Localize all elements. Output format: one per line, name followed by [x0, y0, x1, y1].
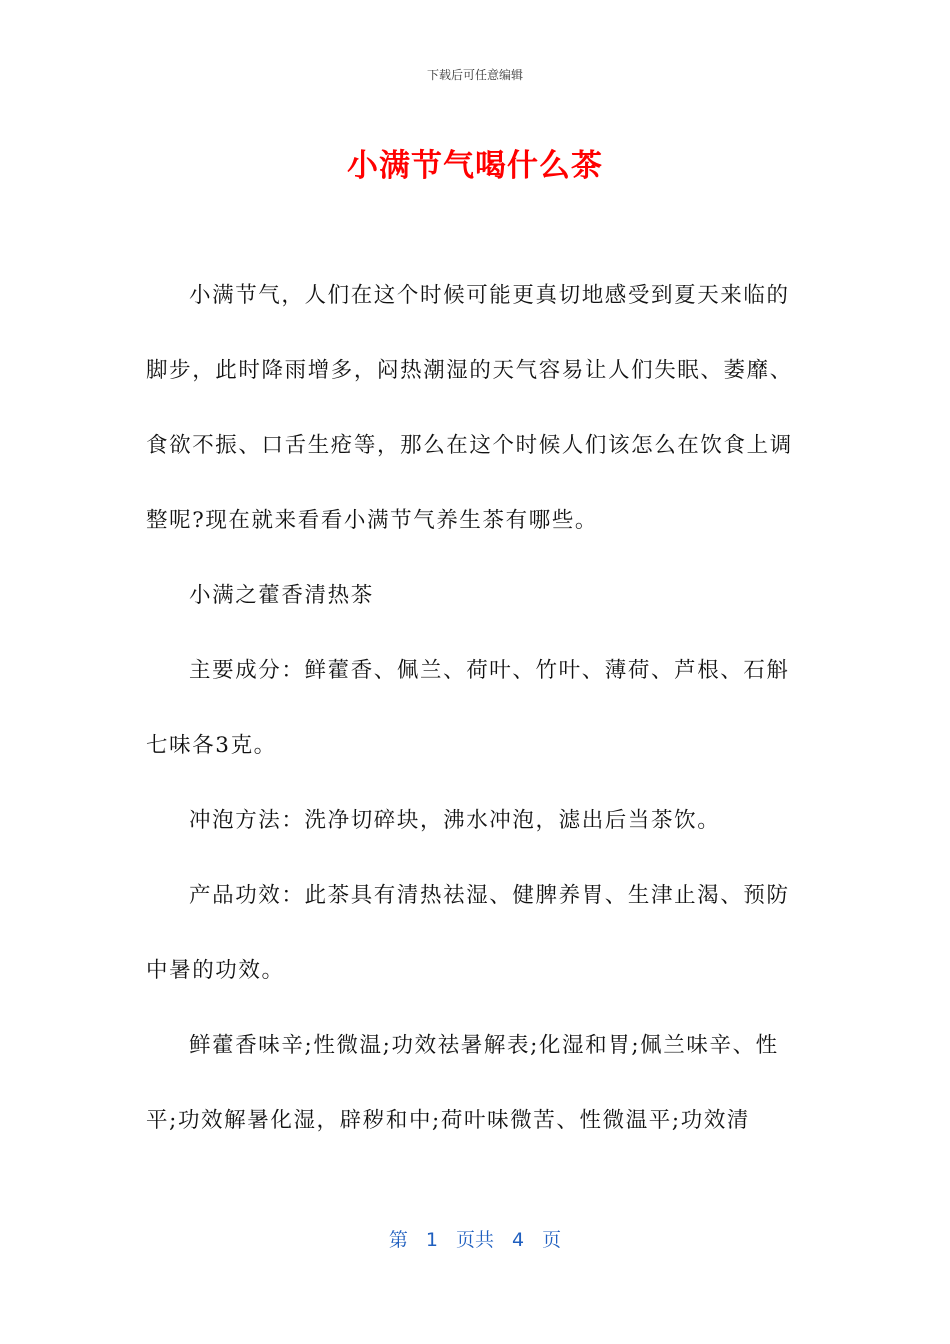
header-note: 下载后可任意编辑: [426, 68, 523, 82]
page-mid: 页共: [455, 1229, 494, 1251]
page-prefix: 第: [388, 1229, 408, 1251]
document-title: 小满节气喝什么茶: [347, 148, 603, 184]
total-pages-number: 4: [512, 1229, 525, 1251]
paragraph-tea-name: 小满之藿香清热茶: [189, 583, 374, 608]
page-footer: [0, 1225, 950, 1252]
current-page-number: 1: [425, 1229, 438, 1251]
document-body: [146, 258, 806, 1158]
paragraph-ingredients: 主要成分：鲜藿香、佩兰、荷叶、竹叶、薄荷、芦根、石斛七味各3克。: [146, 658, 790, 758]
page-suffix: 页: [542, 1229, 562, 1251]
paragraph-brewing: 冲泡方法：洗净切碎块，沸水冲泡，滤出后当茶饮。: [189, 808, 721, 833]
paragraph-herb-properties: 鲜藿香味辛;性微温;功效祛暑解表;化湿和胃;佩兰味辛、性平;功效解暑化湿，辟秽和中;荷叶味微苦、性微温平;功效清: [146, 1033, 779, 1133]
paragraph-intro: 小满节气，人们在这个时候可能更真切地感受到夏天来临的脚步，此时降雨增多，闷热潮湿的天气容易让人们失眠、萎靡、食欲不振、口舌生疮等，那么在这个时候人们该怎么在饮食上调整呢?现在就来看看小满节气养生茶有哪些。: [146, 283, 793, 533]
paragraph-effects: 产品功效：此茶具有清热祛湿、健脾养胃、生津止渴、预防中暑的功效。: [146, 883, 790, 983]
